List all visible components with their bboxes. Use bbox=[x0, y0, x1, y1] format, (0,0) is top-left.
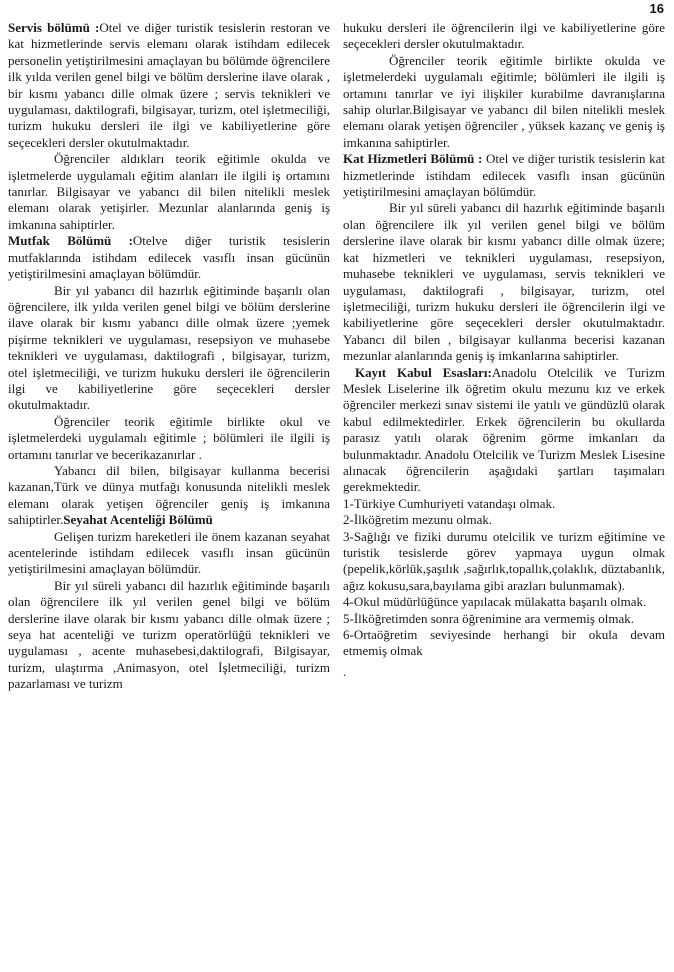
mutfak-text: Otelve diğer turistik tesislerin mutfaklarında istihdam edilecek vasıflı insan gücünün yetiştirilmesini amaçlayan bölümdür. bbox=[8, 233, 330, 282]
seyahat-curriculum-continued: hukuku dersleri ile öğrencilerin ilgi ve kabiliyetlerine göre seçecekleri dersler okutulmaktadır. bbox=[343, 20, 665, 52]
kat-heading: Kat Hizmetleri Bölümü : bbox=[343, 151, 483, 167]
right-column bbox=[343, 20, 665, 680]
mutfak-heading: Mutfak Bölümü : bbox=[8, 233, 133, 249]
trailing-mark: . bbox=[343, 663, 347, 679]
kayit-section-paragraph bbox=[343, 365, 665, 496]
servis-heading: Servis bölümü : bbox=[8, 20, 100, 35]
requirement-item: 2-İlköğretim mezunu olmak. bbox=[343, 512, 493, 528]
requirement-item: 1-Türkiye Cumhuriyeti vatandaşı olmak. bbox=[343, 495, 556, 511]
kat-curriculum-paragraph: Bir yıl süreli yabancı dil hazırlık eğitiminde başarılı olan öğrencilere ilk yıl verilen genel bilgi ve bölüm derslerine ilave olarak bir kısmı yabancı dille olmak üzere; kat hizmetleri ve teknikleri uygulaması, resepsiyon, muhasebe teknikleri ve uygulaması, servis teknikleri ve uygulaması, daktilografi , bilgisayar, turizm, otel işletmeciliği, turizm hukuku dersleri ile öğrencilerin ilgi ve kabiliyetlerine göre seçecekleri dersler okutulmaktadır. Yabancı dil bilen , bilgisayar kullanma becerisi kazanan mezunlar alanlarında geniş iş imkanlarına sahiptirler. bbox=[343, 200, 665, 364]
requirement-item: 3-Sağlığı ve fiziki durumu otelcilik ve turizm eğitimine ve turistik tesislerde görev yapmaya uygun olmak (pepelik,körlük,şaşılık ,sağırlık,topallık,çolaklık, düztabanlık, ağız kokusu,sara,bayılama gibi arazları bulunmamak). bbox=[343, 528, 665, 593]
servis-text: Otel ve diğer turistik tesislerin restoran ve kat hizmetlerinde servis elemanı olarak istihdam edilecek personelin yetiştirilmesini amaçlayan bu bölümde öğrencilere ilk yılda verilen genel bilgi ve bölüm derslerine ilave olarak , bir kısmı yabancı dille olmak üzere ; servis teknikleri ve uygulaması, daktilografi, bilgisayar, turizm, otel işletmeciliği, turizm hukuku dersleri ile ilgi ve kabiliyetlerine göre seçecekleri dersler okutulmaktadır. bbox=[8, 20, 330, 150]
mutfak-practice-paragraph: Öğrenciler teorik eğitimle birlikte okul ve işletmelerdeki uygulamalı eğitimle ; bölümleri ile ilgili iş ortamını tanırlar ve becerikazanırlar . bbox=[8, 413, 330, 462]
kayit-text: Anadolu Otelcilik ve Turizm Meslek Liselerine ilk öğretim okulu mezunu kız ve erkek öğrenciler merkezi sınav sistemi ile yatılı ve gündüzlü olarak kabul edilmektedirler. Erkek öğrencilerin bu okullarda parasız yatılı olarak öğrenim görme imkanları da bulunmaktadır. Anadolu Otelcilik ve Turizm Meslek Lisesine alınacak öğrencilerin aşağıdaki şartları taşımaları gerekmektedir. bbox=[343, 364, 665, 495]
page-number: 16 bbox=[649, 1, 664, 16]
mutfak-curriculum-paragraph: Bir yıl yabancı dil hazırlık eğitiminde başarılı olan öğrencilere, ilk yılda verilen genel bilgi ve bölüm derslerine ilave olarak bir kısmı yabancı dille olmak üzere ;yemek pişirme teknikleri ve uygulaması, resepsiyon ve muhasebe teknikleri ve uygulaması, daktilografi , bilgisayar, turizm, otel işletmeciliği, ve turizm hukuku dersleri ile öğrencilerin ilgi ve kabiliyetlerine göre seçecekleri dersler okutulmaktadır. bbox=[8, 282, 330, 413]
kat-section-paragraph bbox=[343, 151, 665, 200]
kayit-heading: Kayıt Kabul Esasları: bbox=[355, 364, 492, 380]
mutfak-section-paragraph bbox=[8, 233, 330, 282]
seyahat-curriculum-paragraph: Bir yıl süreli yabancı dil hazırlık eğitiminde başarılı olan öğrencilere ilk yıl verilen genel bilgi ve bölüm derslerine ilave olarak bir kısmı yabancı dille olmak üzere ; seya hat acenteliği ve turizm operatörlüğü teknikleri ve uygulaması , acente muhasebesi,daktilografi, Bilgisayar, turizm, ulaştırma ,Animasyon, otel İşletmeciliği, turizm pazarlaması ve turizm bbox=[8, 577, 330, 692]
mutfak-outcomes-text: Yabancı dil bilen, bilgisayar kullanma becerisi kazanan,Türk ve dünya mutfağı konusunda nitelikli meslek elemanı olarak yetişen öğrenciler geniş iş imkanına sahiptirler. bbox=[8, 462, 330, 528]
requirement-item: 5-İlköğretimden sonra öğrenimine ara vermemiş olmak. bbox=[343, 610, 634, 626]
servis-section-paragraph bbox=[8, 20, 330, 151]
seyahat-heading: Seyahat Acenteliği Bölümü bbox=[63, 512, 213, 528]
mutfak-outcomes-paragraph bbox=[8, 463, 330, 529]
requirement-item: 4-Okul müdürlüğünce yapılacak mülakatta başarılı olmak. bbox=[343, 594, 647, 610]
seyahat-intro-paragraph: Gelişen turizm hareketleri ile önem kazanan seyahat acentelerinde istihdam edilecek vasıflı insan gücünün yetiştirilmesini amaçlayan bölümdür. bbox=[8, 528, 330, 577]
seyahat-outcomes-paragraph: Öğrenciler teorik eğitimle birlikte okulda ve işletmelerdeki uygulamalı eğitimle; bölümleri ile ilgili iş ortamını tanırlar ve iyi ilişkiler kurabilme davranışlarına sahip olurlar.Bilgisayar ve yabancı dil bilen nitelikli meslek elemanı olarak yetişen öğrenciler , yüksek kazanç ve geniş iş imkanına sahiptirler. bbox=[343, 52, 665, 150]
requirement-item: 6-Ortaöğretim seviyesinde herhangi bir okula devam etmemiş olmak bbox=[343, 627, 665, 659]
left-column bbox=[8, 20, 330, 693]
servis-outcomes-paragraph: Öğrenciler aldıkları teorik eğitimle okulda ve işletmelerde uygulamalı eğitim alanları ile ilgili iş ortamını tanırlar. Bilgisayar ve yabancı dil bilen nitelikli meslek elemanı olarak yetişirler. Mezunlar alanlarında geniş iş imkanına sahiptirler. bbox=[8, 151, 330, 232]
kat-text: Otel ve diğer turistik tesislerin kat hizmetlerinde istihdam edilecek vasıflı insan gücünün yetiştirilmesini amaçlayan bölümdür. bbox=[343, 151, 666, 200]
